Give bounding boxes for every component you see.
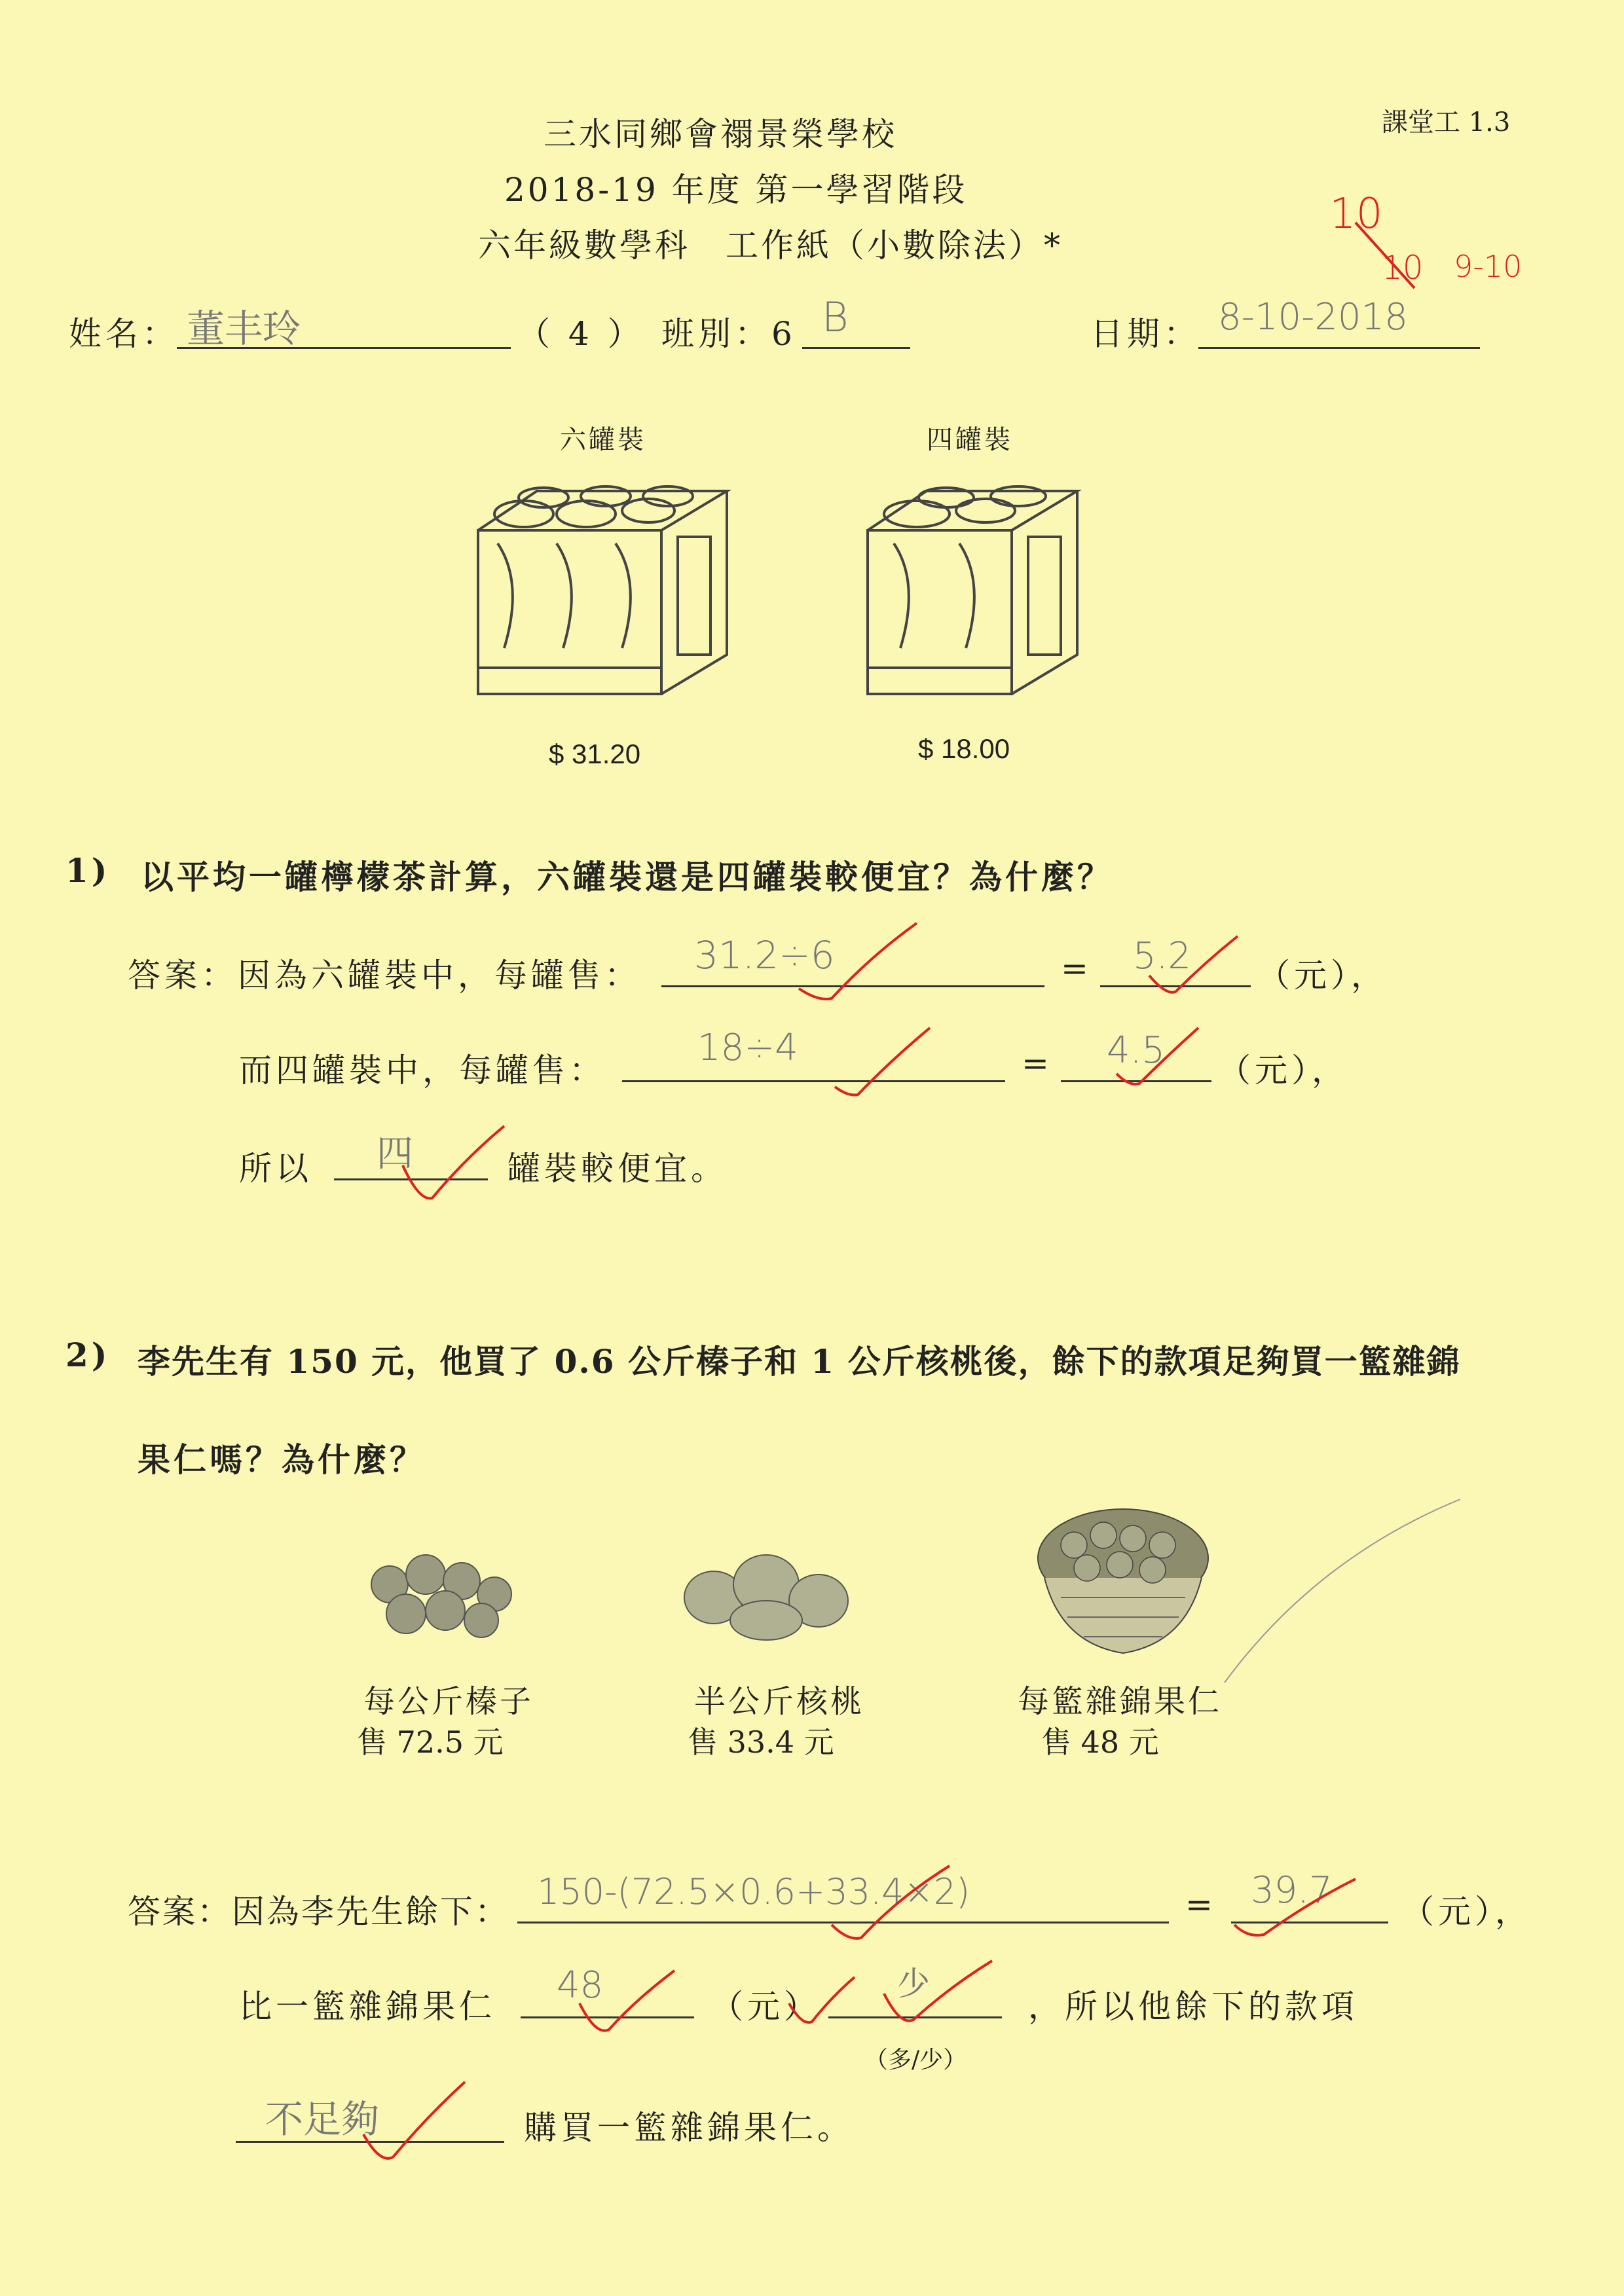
q2-ans-prefix: 答案：因為李先生餘下：: [128, 1893, 509, 1931]
tick-q1-work2: [832, 1021, 936, 1100]
q1-line2-work: 18÷4: [697, 1027, 798, 1069]
q1-line3-prefix: 所以: [239, 1150, 312, 1188]
q2-final-suffix: 購買一籃雜錦果仁。: [524, 2109, 854, 2147]
q1-line1-prefix: 答案：因為六罐裝中，每罐售：: [128, 957, 641, 994]
date-line: [1198, 347, 1480, 349]
name-value: 董丰玲: [187, 306, 301, 351]
tick-q2-unit: [786, 1971, 858, 2030]
item3-name: 每籃雜錦果仁: [1017, 1683, 1222, 1720]
worksheet-title: 六年級數學科 工作紙（小數除法）*: [478, 227, 1063, 264]
q2-ans-work: 150-(72.5×0.6+33.4×2): [537, 1871, 970, 1912]
score-numerator: 10: [1329, 190, 1383, 238]
item3-price: 售 48 元: [1041, 1724, 1159, 1760]
four-pack-can-icon: [855, 478, 1103, 707]
date-value: 8-10-2018: [1218, 296, 1408, 338]
q2-number: 2): [65, 1336, 111, 1374]
q2-ans-result: 39.7: [1251, 1869, 1333, 1912]
class-label: 班別：6: [661, 315, 796, 353]
mixed-nuts-basket-icon: [1035, 1506, 1211, 1656]
q1-line2-result: 4.5: [1107, 1029, 1166, 1072]
tick-q2-result: [1231, 1866, 1362, 1938]
q2-cmp-prefix: 比一籃雜錦果仁: [239, 1988, 496, 2026]
q2-cmp-suffix: ，所以他餘下的款項: [1028, 1988, 1358, 2026]
tick-q1-work1: [792, 917, 923, 1008]
q2-ans-unit: （元），: [1401, 1893, 1532, 1931]
item1-name: 每公斤榛子: [363, 1683, 534, 1720]
tick-q2-value: [576, 1964, 681, 2043]
class-ref: 課堂工 1.3: [1382, 107, 1511, 137]
q2-cmp-value: 48: [557, 1964, 604, 2007]
four-pack-label: 四罐裝: [927, 425, 1013, 455]
score-denominator: 10: [1382, 249, 1424, 287]
date-label: 日期：: [1090, 315, 1200, 353]
q2-cmp-answer: 少: [897, 1965, 930, 2003]
name-line: [177, 347, 511, 349]
q1-line2-prefix: 而四罐裝中，每罐售：: [239, 1051, 606, 1089]
q1-line3-suffix: 罐裝較便宜。: [507, 1150, 728, 1188]
q2-question-line1: 李先生有 150 元，他買了 0.6 公斤榛子和 1 公斤核桃後，餘下的款項足夠買一籃雜錦: [138, 1342, 1461, 1381]
q2-cmp-hint: （多/少）: [864, 2047, 967, 2073]
q1-line1-eq: =: [1061, 949, 1092, 987]
tick-q2-final: [354, 2075, 471, 2167]
q2-ans-eq: =: [1185, 1886, 1217, 1923]
q2-final-answer: 不足夠: [265, 2097, 380, 2141]
tick-q1-result2: [1113, 1021, 1205, 1093]
class-value: B: [822, 293, 849, 341]
mark-date: 9-10: [1454, 249, 1522, 284]
tick-q1-answer: [393, 1120, 511, 1211]
hazelnut-icon: [363, 1545, 527, 1643]
q1-line2-unit: （元），: [1218, 1051, 1348, 1089]
q1-line1-unit: （元），: [1257, 957, 1388, 994]
four-pack-price: $ 18.00: [918, 733, 1010, 764]
six-pack-label: 六罐裝: [560, 425, 646, 455]
item2-price: 售 33.4 元: [688, 1724, 834, 1760]
q1-line3-answer: 四: [377, 1133, 413, 1175]
name-label: 姓名：: [69, 315, 179, 353]
q1-question: 以平均一罐檸檬茶計算，六罐裝還是四罐裝較便宜？為什麼？: [141, 858, 1113, 896]
term-title: 2018-19 年度 第一學習階段: [504, 171, 968, 209]
six-pack-can-icon: [465, 478, 740, 707]
q2-question-line2: 果仁嗎？為什麼？: [138, 1440, 426, 1479]
q1-line1-result: 5.2: [1133, 935, 1192, 977]
tick-q1-result1: [1146, 930, 1244, 1008]
item1-price: 售 72.5 元: [357, 1724, 504, 1760]
item2-name: 半公斤核桃: [693, 1683, 864, 1720]
q1-line1-work: 31.2÷6: [694, 933, 835, 977]
walnut-icon: [681, 1545, 864, 1643]
q1-line2-work-line: [622, 1080, 1005, 1082]
school-name: 三水同鄉會禤景榮學校: [544, 115, 897, 153]
q1-number: 1): [65, 851, 111, 890]
class-line: [802, 347, 910, 349]
tick-q2-answer: [877, 1954, 995, 2033]
student-number: （ 4 ）: [517, 315, 644, 353]
q1-line2-eq: =: [1022, 1044, 1053, 1082]
six-pack-price: $ 31.20: [549, 738, 641, 769]
pencil-stroke: [1218, 1493, 1467, 1689]
q2-cmp-unit: （元）: [710, 1988, 821, 2026]
tick-q2-work: [825, 1859, 956, 1951]
